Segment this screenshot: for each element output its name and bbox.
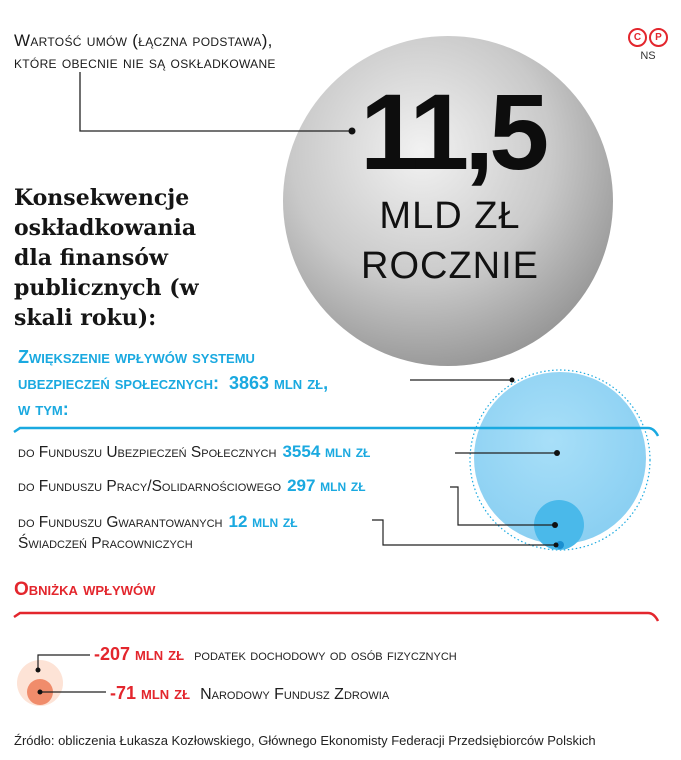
author-initials: NS [640,50,656,62]
top-label-line-2: które obecnie nie są oskładkowane [14,53,276,72]
pit-value: -207 mln zł [94,644,185,664]
pit-label: podatek dochodowy od osób fizycznych [194,647,457,664]
total-value: 11,5 [360,71,545,192]
increase-title [18,344,328,422]
logo-mark [628,28,668,47]
nfz-value: -71 mln zł [110,683,191,703]
increase-item-fus [18,442,370,462]
fgsp-value: 12 mln zł [228,512,298,531]
top-label-line-1: Wartość umów (łączna podstawa), [14,31,273,50]
fp-value: 297 mln zł [287,476,366,495]
publisher-logo [628,28,668,62]
source-note: Źródło: obliczenia Łukasza Kozłowskiego, Głównego Ekonomisty Federacji Przedsiębiorców Polskich [14,733,596,748]
decrease-title: Obniżka wpływów [14,579,156,600]
increase-item-fgsp [18,511,298,554]
nfz-label: Narodowy Fundusz Zdrowia [200,686,390,703]
top-label [14,30,276,74]
increase-title-line-2 [18,370,328,396]
fp-connector-dot [552,522,558,528]
increase-title-line-3: w tym: [18,399,69,419]
logo-letter-p: P [649,28,668,47]
increase-title-label: ubezpieczeń społecznych: [18,373,219,393]
fgsp-label: do Funduszu Gwarantowanych [18,514,223,531]
logo-letter-c: C [628,28,647,47]
fp-label: do Funduszu Pracy/Solidarnościowego [18,478,282,495]
fus-connector-dot [554,450,560,456]
total-value-period: ROCZNIE [361,245,539,287]
total-value-unit: MLD ZŁ [379,195,521,237]
section-title: Konsekwencje oskładkowania dla finansów publicznych (w skali roku): [14,185,199,331]
red-divider-line [14,613,658,621]
increase-item-fp [18,476,366,496]
nfz-connector-dot [38,690,43,695]
fgsp-connector-dot [554,543,559,548]
decrease-item-nfz [110,683,389,704]
increase-total-value: 3863 mln zł, [228,373,329,393]
top-label-connector-dot [349,128,356,135]
fgsp-label-line-2: Świadczeń Pracowniczych [18,535,193,552]
increase-title-connector-dot [510,378,515,383]
fus-label: do Funduszu Ubezpieczeń Społecznych [18,444,277,461]
pit-connector-dot [36,668,41,673]
increase-title-line-1: Zwiększenie wpływów systemu [18,347,255,367]
fus-value: 3554 mln zł [282,442,371,461]
decrease-item-pit [94,644,457,665]
